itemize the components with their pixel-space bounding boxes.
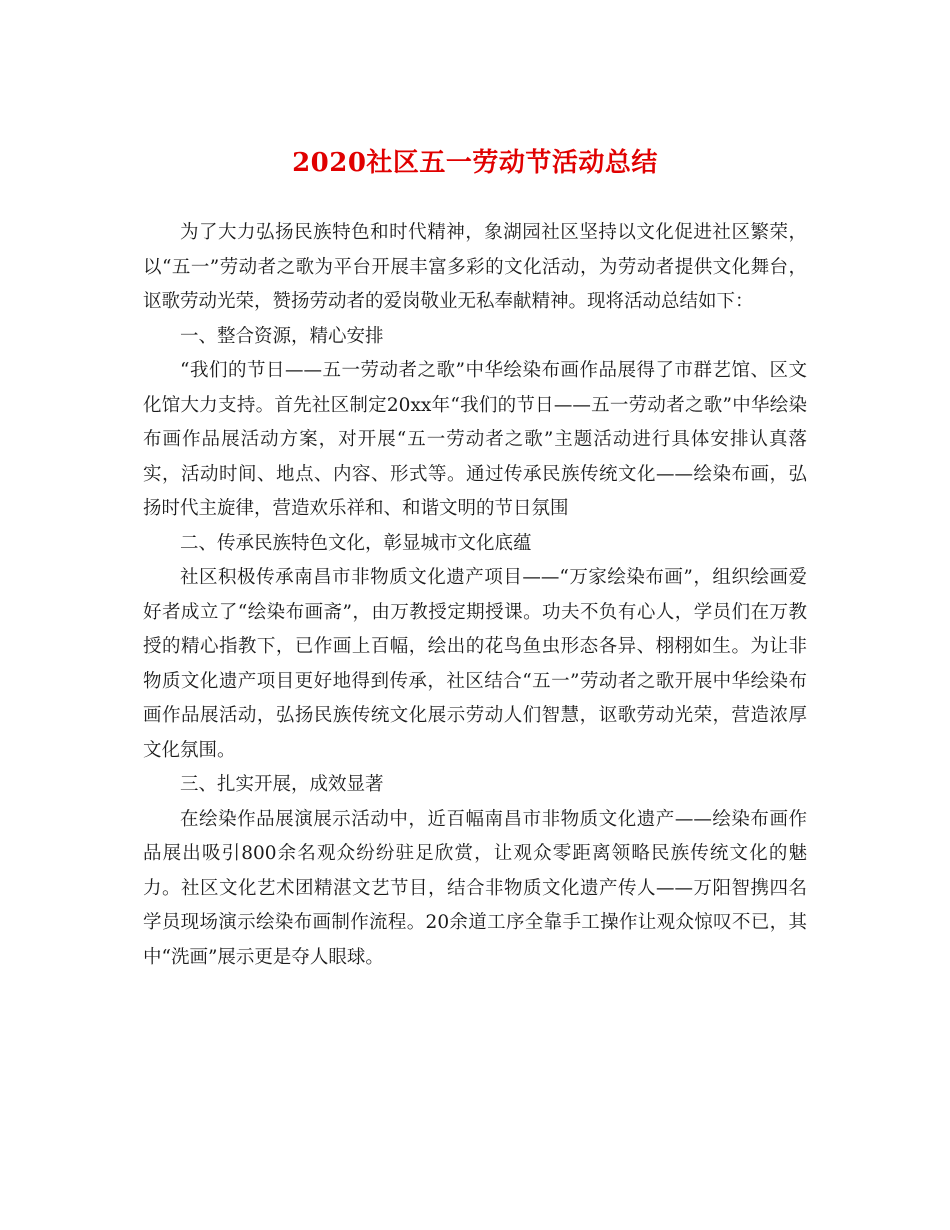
body-paragraph: 社区积极传承南昌市非物质文化遗产项目——“万家绘染布画”，组织绘画爱好者成立了“绘染布画斋”，由万教授定期授课。功夫不负有心人，学员们在万教授的精心指教下，已作画上百幅，绘出的花鸟鱼虫形态各异、栩栩如生。为让非物质文化遗产项目更好地得到传承，社区结合“五一”劳动者之歌开展中华绘染布画作品展活动，弘扬民族传统文化展示劳动人们智慧，讴歌劳动光荣，营造浓厚文化氛围。 [143,567,807,761]
section-heading-3: 三、扎实开展，成效显著 [180,774,384,795]
section-heading-1: 一、整合资源，精心安排 [180,325,384,347]
section-heading-2: 二、传承民族特色文化，彰显城市文化底蕴 [180,532,532,554]
document-body [143,216,807,975]
document-title: 2020社区五一劳动节活动总结 [292,148,658,178]
body-paragraph: 在绘染作品展演展示活动中，近百幅南昌市非物质文化遗产——绘染布画作品展出吸引800余名观众纷纷驻足欣赏，让观众零距离领略民族传统文化的魅力。社区文化艺术团精湛文艺节目，结合非物质文化遗产传人——万阳智携四名学员现场演示绘染布画制作流程。20余道工序全靠手工操作让观众惊叹不已，其中“洗画”展示更是夺人眼球。 [143,808,807,968]
intro-paragraph: 为了大力弘扬民族特色和时代精神，象湖园社区坚持以文化促进社区繁荣，以“五一”劳动者之歌为平台开展丰富多彩的文化活动，为劳动者提供文化舞台，讴歌劳动光荣，赞扬劳动者的爱岗敬业无私奉献精神。现将活动总结如下： [143,222,807,312]
body-paragraph: “我们的节日——五一劳动者之歌”中华绘染布画作品展得了市群艺馆、区文化馆大力支持。首先社区制定20xx年“我们的节日——五一劳动者之歌”中华绘染布画作品展活动方案，对开展“五一劳动者之歌”主题活动进行具体安排认真落实，活动时间、地点、内容、形式等。通过传承民族传统文化——绘染布画，弘扬时代主旋律，营造欢乐祥和、和谐文明的节日氛围 [143,360,807,519]
